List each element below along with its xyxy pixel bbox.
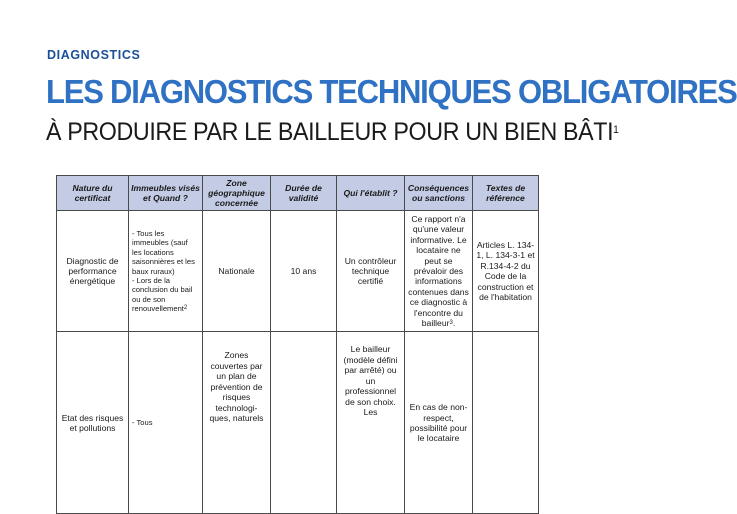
- cell-duree: 10 ans: [271, 211, 337, 332]
- cell-nature: Etat des risques et pollutions: [57, 332, 129, 514]
- cell-immeubles: [129, 211, 203, 332]
- section-kicker: DIAGNOSTICS: [47, 48, 141, 62]
- qui-text: Le bailleur (modèle défini par arrêté) ou un professionnel de son choix. Les: [343, 344, 398, 417]
- table-header-row: [57, 176, 539, 211]
- cell-qui: Un contrôleur technique certifié: [337, 211, 405, 332]
- cell-nature: Diagnostic de performance énergétique: [57, 211, 129, 332]
- cell-immeubles: [129, 332, 203, 514]
- column-header: Conséquences ou sanctions: [405, 176, 473, 211]
- cell-textes: Articles L. 134-1, L. 134-3-1 et R.134-4-2 du Code de la construction et de l'habitation: [473, 211, 539, 332]
- table-row: [57, 332, 539, 514]
- column-header: Nature du certificat: [57, 176, 129, 211]
- cell-zone: [203, 332, 271, 514]
- cell-zone: Nationale: [203, 211, 271, 332]
- immeubles-item: - Tous les immeubles (sauf les locations saisonnières et les baux ruraux): [132, 228, 195, 276]
- immeubles-item-text: - Lors de la conclusion du bail ou de son renouvellement: [132, 275, 193, 314]
- immeubles-item: [132, 276, 199, 314]
- cell-duree: [271, 332, 337, 514]
- cell-consequences: En cas de non-respect, possibilité pour le locataire: [405, 332, 473, 514]
- page-subtitle: [46, 118, 619, 146]
- subtitle-text: À PRODUIRE PAR LE BAILLEUR POUR UN BIEN BÂTI: [46, 118, 614, 146]
- footnote-ref: 3: [449, 320, 453, 327]
- consequences-text: Ce rapport n'a qu'une valeur informative. Le locataire ne peut se prévaloir des informations contenues dans ce diagnostic à l'encontre du bailleur: [408, 214, 469, 329]
- subtitle-footnote-ref: 1: [613, 124, 619, 136]
- column-header: Immeubles visés et Quand ?: [129, 176, 203, 211]
- diagnostics-table: [56, 175, 539, 514]
- cell-textes: [473, 332, 539, 514]
- cell-qui: [337, 332, 405, 514]
- column-header: Zone géographique concernée: [203, 176, 271, 211]
- cell-consequences: Ce rapport n'a qu'une valeur informative. Le locataire ne peut se prévaloir des informations contenues dans ce diagnostic à l'encontre du bailleur$^3$.: [405, 211, 473, 332]
- immeubles-item: - Tous: [132, 418, 153, 428]
- column-header: Qui l'établit ?: [337, 176, 405, 211]
- column-header: Textes de référence: [473, 176, 539, 211]
- table-row: [57, 211, 539, 332]
- footnote-ref: 2: [183, 305, 188, 312]
- page-title: LES DIAGNOSTICS TECHNIQUES OBLIGATOIRES: [46, 73, 737, 110]
- column-header: Durée de validité: [271, 176, 337, 211]
- zone-text: Zones couvertes par un plan de prévention de risques technologi-ques, naturels: [209, 350, 264, 423]
